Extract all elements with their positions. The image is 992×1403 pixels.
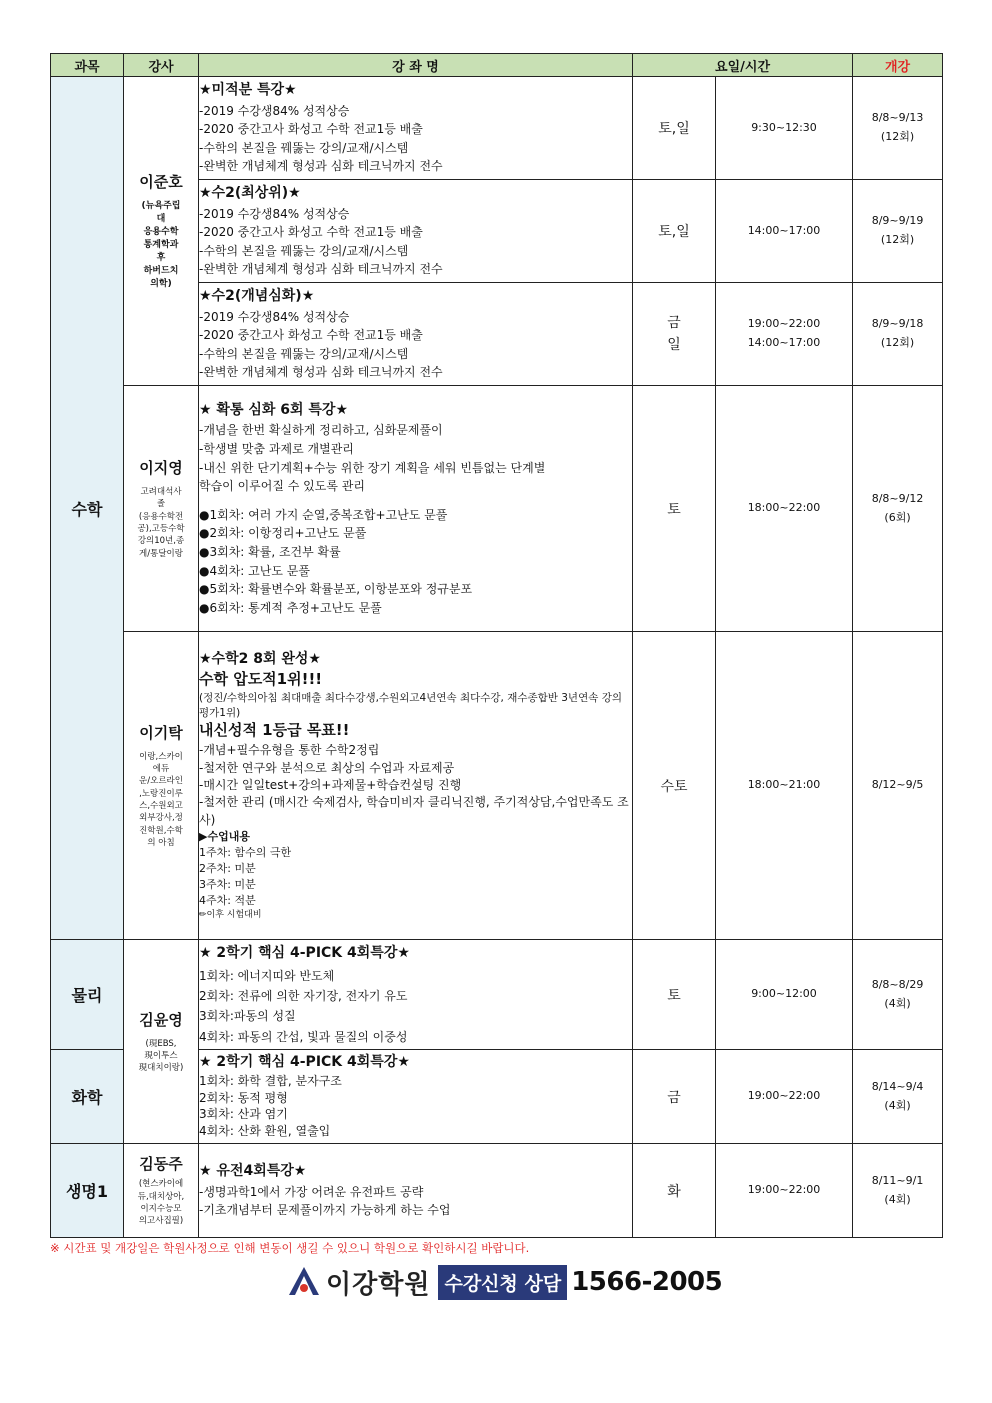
course-time: 19:00~22:00 14:00~17:00 bbox=[716, 283, 853, 386]
course-line: -2019 수강생84% 성적상승 bbox=[199, 103, 350, 118]
table-row bbox=[51, 1144, 943, 1238]
academy-logo-icon bbox=[286, 1264, 322, 1300]
course-open: 8/9~9/18 (12회) bbox=[853, 283, 943, 386]
course-day: 금 일 bbox=[633, 283, 716, 386]
course-line: 2회차: 동적 평형 bbox=[199, 1090, 288, 1105]
schedule-notice: ※ 시간표 및 개강일은 학원사정으로 인해 변동이 생길 수 있으니 학원으로 확인하시길 바랍니다. bbox=[50, 1241, 530, 1255]
exam-note: ✏이후 시험대비 bbox=[199, 909, 262, 920]
course-table bbox=[50, 53, 943, 1238]
course-day: 금 bbox=[633, 1050, 716, 1144]
course-highlight: 수학 압도적1위!!! bbox=[199, 670, 323, 689]
table-header-row bbox=[51, 54, 943, 77]
subject-physics: 물리 bbox=[51, 940, 124, 1050]
subject-math: 수학 bbox=[51, 77, 124, 940]
course-title: ★수2(최상위)★ bbox=[199, 184, 301, 201]
course-line: -수학의 본질을 꿰뚫는 강의/교재/시스템 bbox=[199, 243, 409, 258]
teacher-desc: (뉴욕주립 대 응용수학 통계학과 후 하버드치 의학) bbox=[141, 200, 181, 290]
session-item: ●5회차: 확률변수와 확률분포, 이항분포와 정규분포 bbox=[199, 582, 473, 597]
course-line: -내신 위한 단기계획+수능 위한 장기 계획을 세워 빈틈없는 단계별 bbox=[199, 460, 546, 475]
course-line: -수학의 본질을 꿰뚫는 강의/교재/시스템 bbox=[199, 346, 409, 361]
session-item: ●3회차: 확률, 조건부 확률 bbox=[199, 544, 341, 559]
course-line: -2020 중간고사 화성고 수학 전교1등 배출 bbox=[199, 225, 423, 240]
course-title: ★ 유전4회특강★ bbox=[199, 1163, 307, 1180]
course-open: 8/8~9/12 (6회) bbox=[853, 386, 943, 632]
course-day: 토,일 bbox=[633, 180, 716, 283]
table-row bbox=[51, 940, 943, 1050]
course-day: 토 bbox=[633, 386, 716, 632]
course-line: -철저한 연구와 분석으로 최상의 수업과 자료제공 bbox=[199, 760, 455, 775]
course-open: 8/8~8/29 (4회) bbox=[853, 940, 943, 1050]
course-cell bbox=[199, 1050, 633, 1144]
subject-bio: 생명1 bbox=[51, 1144, 124, 1238]
course-line: -2020 중간고사 화성고 수학 전교1등 배출 bbox=[199, 122, 423, 137]
course-cell bbox=[199, 1144, 633, 1238]
course-line: -수학의 본질을 꿰뚫는 강의/교재/시스템 bbox=[199, 140, 409, 155]
course-day: 토 bbox=[633, 940, 716, 1050]
table-row bbox=[51, 632, 943, 940]
course-time: 18:00~21:00 bbox=[716, 632, 853, 940]
teacher-cell bbox=[124, 1144, 199, 1238]
header-subject: 과목 bbox=[51, 54, 124, 77]
course-cell bbox=[199, 386, 633, 632]
course-line: -학생별 맞춤 과제로 개별관리 bbox=[199, 441, 354, 456]
course-open: 8/12~9/5 bbox=[853, 632, 943, 940]
course-time: 14:00~17:00 bbox=[716, 180, 853, 283]
course-line: -2019 수강생84% 성적상승 bbox=[199, 309, 350, 324]
course-line: 2회차: 전류에 의한 자기장, 전자기 유도 bbox=[199, 989, 408, 1003]
course-day: 화 bbox=[633, 1144, 716, 1238]
course-time: 9:00~12:00 bbox=[716, 940, 853, 1050]
course-line: -철저한 관리 (매시간 숙제검사, 학습미비자 클리닉진행, 주기적상담,수업만족도 조사) bbox=[199, 795, 629, 827]
course-open: 8/8~9/13 (12회) bbox=[853, 77, 943, 180]
course-cell bbox=[199, 940, 633, 1050]
course-day: 토,일 bbox=[633, 77, 716, 180]
course-cell bbox=[199, 632, 633, 940]
course-cell bbox=[199, 77, 633, 180]
session-item: ●2회차: 이항정리+고난도 문풀 bbox=[199, 526, 367, 541]
week-item: 1주차: 함수의 극한 bbox=[199, 846, 292, 860]
header-schedule: 요일/시간 bbox=[633, 54, 853, 77]
course-line: 학습이 이루어질 수 있도록 관리 bbox=[199, 479, 365, 494]
footer-banner bbox=[286, 1263, 722, 1301]
content-label: ▶수업내용 bbox=[199, 830, 250, 844]
course-line: -완벽한 개념체계 형성과 심화 테크닉까지 전수 bbox=[199, 262, 443, 277]
teacher-name: 김동주 bbox=[139, 1155, 183, 1174]
session-item: ●1회차: 여러 가지 순열,중복조합+고난도 문풀 bbox=[199, 507, 448, 522]
timetable bbox=[50, 53, 942, 1238]
course-line: 4회차: 파동의 간섭, 빛과 물질의 이중성 bbox=[199, 1029, 408, 1044]
teacher-desc: 고려대석사 졸 (응용수학전 공),고등수학 강의10년,종 게/통달이랑 bbox=[137, 487, 185, 559]
teacher-desc: 이랑,스카이 에듀 운/오르라인 ,노랑진이루 스,수원외고 외부강사,정 진학원,수학 의 아침 bbox=[139, 751, 183, 848]
course-day: 수토 bbox=[633, 632, 716, 940]
week-item: 2주차: 미분 bbox=[199, 862, 256, 876]
session-item: ●6회차: 통계적 추정+고난도 문풀 bbox=[199, 600, 382, 615]
course-line: -매시간 일일test+강의+과제물+학습컨설팅 진행 bbox=[199, 778, 462, 793]
course-cell bbox=[199, 283, 633, 386]
teacher-name: 이지영 bbox=[139, 459, 183, 478]
teacher-cell bbox=[124, 77, 199, 386]
course-line: -2020 중간고사 화성고 수학 전교1등 배출 bbox=[199, 328, 423, 343]
course-time: 19:00~22:00 bbox=[716, 1050, 853, 1144]
course-open: 8/9~9/19 (12회) bbox=[853, 180, 943, 283]
table-row bbox=[51, 386, 943, 632]
header-open: 개강 bbox=[853, 54, 943, 77]
teacher-name: 이준호 bbox=[139, 172, 183, 191]
teacher-cell bbox=[124, 632, 199, 940]
course-line: 3회차: 산과 염기 bbox=[199, 1107, 288, 1122]
week-item: 3주차: 미분 bbox=[199, 878, 256, 891]
course-line: -완벽한 개념체계 형성과 심화 테크닉까지 전수 bbox=[199, 159, 443, 174]
header-course: 강 좌 명 bbox=[199, 54, 633, 77]
teacher-cell bbox=[124, 386, 199, 632]
course-open: 8/11~9/1 (4회) bbox=[853, 1144, 943, 1238]
course-line: -2019 수강생84% 성적상승 bbox=[199, 206, 350, 221]
course-goal: 내신성적 1등급 목표!! bbox=[199, 721, 350, 740]
course-line: -개념+필수유형을 통한 수학2정립 bbox=[199, 743, 380, 758]
course-line: 4회차: 산화 환원, 열출입 bbox=[199, 1124, 331, 1139]
course-line: 1회차: 화학 결합, 분자구조 bbox=[199, 1073, 342, 1088]
course-title: ★ 2학기 핵심 4-PICK 4회특강★ bbox=[199, 944, 410, 961]
course-time: 18:00~22:00 bbox=[716, 386, 853, 632]
phone-number[interactable]: 1566-2005 bbox=[571, 1267, 723, 1297]
course-title: ★ 확통 심화 6회 특강★ bbox=[199, 401, 349, 418]
course-title: ★수2(개념심화)★ bbox=[199, 287, 315, 304]
table-row bbox=[51, 77, 943, 180]
course-line: -개념을 한번 확실하게 정리하고, 심화문제풀이 bbox=[199, 423, 443, 438]
course-time: 19:00~22:00 bbox=[716, 1144, 853, 1238]
consult-badge: 수강신청 상담 bbox=[438, 1265, 567, 1300]
subject-chemistry: 화학 bbox=[51, 1050, 124, 1144]
course-line: 1회차: 에너지띠와 반도체 bbox=[199, 968, 335, 983]
week-item: 4주차: 적분 bbox=[199, 893, 256, 907]
academy-name: 이강학원 bbox=[326, 1269, 431, 1300]
teacher-desc: (現EBS, 現이투스 現대치이랑) bbox=[138, 1038, 184, 1074]
course-line: 3회차:파동의 성질 bbox=[199, 1009, 296, 1024]
course-line: -생명과학1에서 가장 어려운 유전파트 공략 bbox=[199, 1184, 424, 1199]
teacher-name: 이기탁 bbox=[139, 723, 183, 742]
teacher-cell bbox=[124, 940, 199, 1144]
course-line: -기초개념부터 문제풀이까지 가능하게 하는 수업 bbox=[199, 1203, 451, 1218]
course-note: (정진/수학의아침 최대매출 최다수강생,수원외고4년연속 최다수강, 재수종합반 3년연속 강의평가1위) bbox=[199, 692, 622, 719]
course-title: ★미적분 특강★ bbox=[199, 81, 297, 98]
course-time: 9:30~12:30 bbox=[716, 77, 853, 180]
course-cell bbox=[199, 180, 633, 283]
header-teacher: 강사 bbox=[124, 54, 199, 77]
session-item: ●4회차: 고난도 문풀 bbox=[199, 563, 310, 578]
teacher-desc: (현스카이에 듀,대치상아, 이지수능모 의고사집필) bbox=[137, 1179, 185, 1227]
course-title: ★수학2 8회 완성★ bbox=[199, 651, 321, 668]
teacher-name: 김윤영 bbox=[139, 1010, 183, 1029]
course-title: ★ 2학기 핵심 4-PICK 4회특강★ bbox=[199, 1054, 410, 1071]
course-line: -완벽한 개념체계 형성과 심화 테크닉까지 전수 bbox=[199, 365, 443, 380]
course-open: 8/14~9/4 (4회) bbox=[853, 1050, 943, 1144]
